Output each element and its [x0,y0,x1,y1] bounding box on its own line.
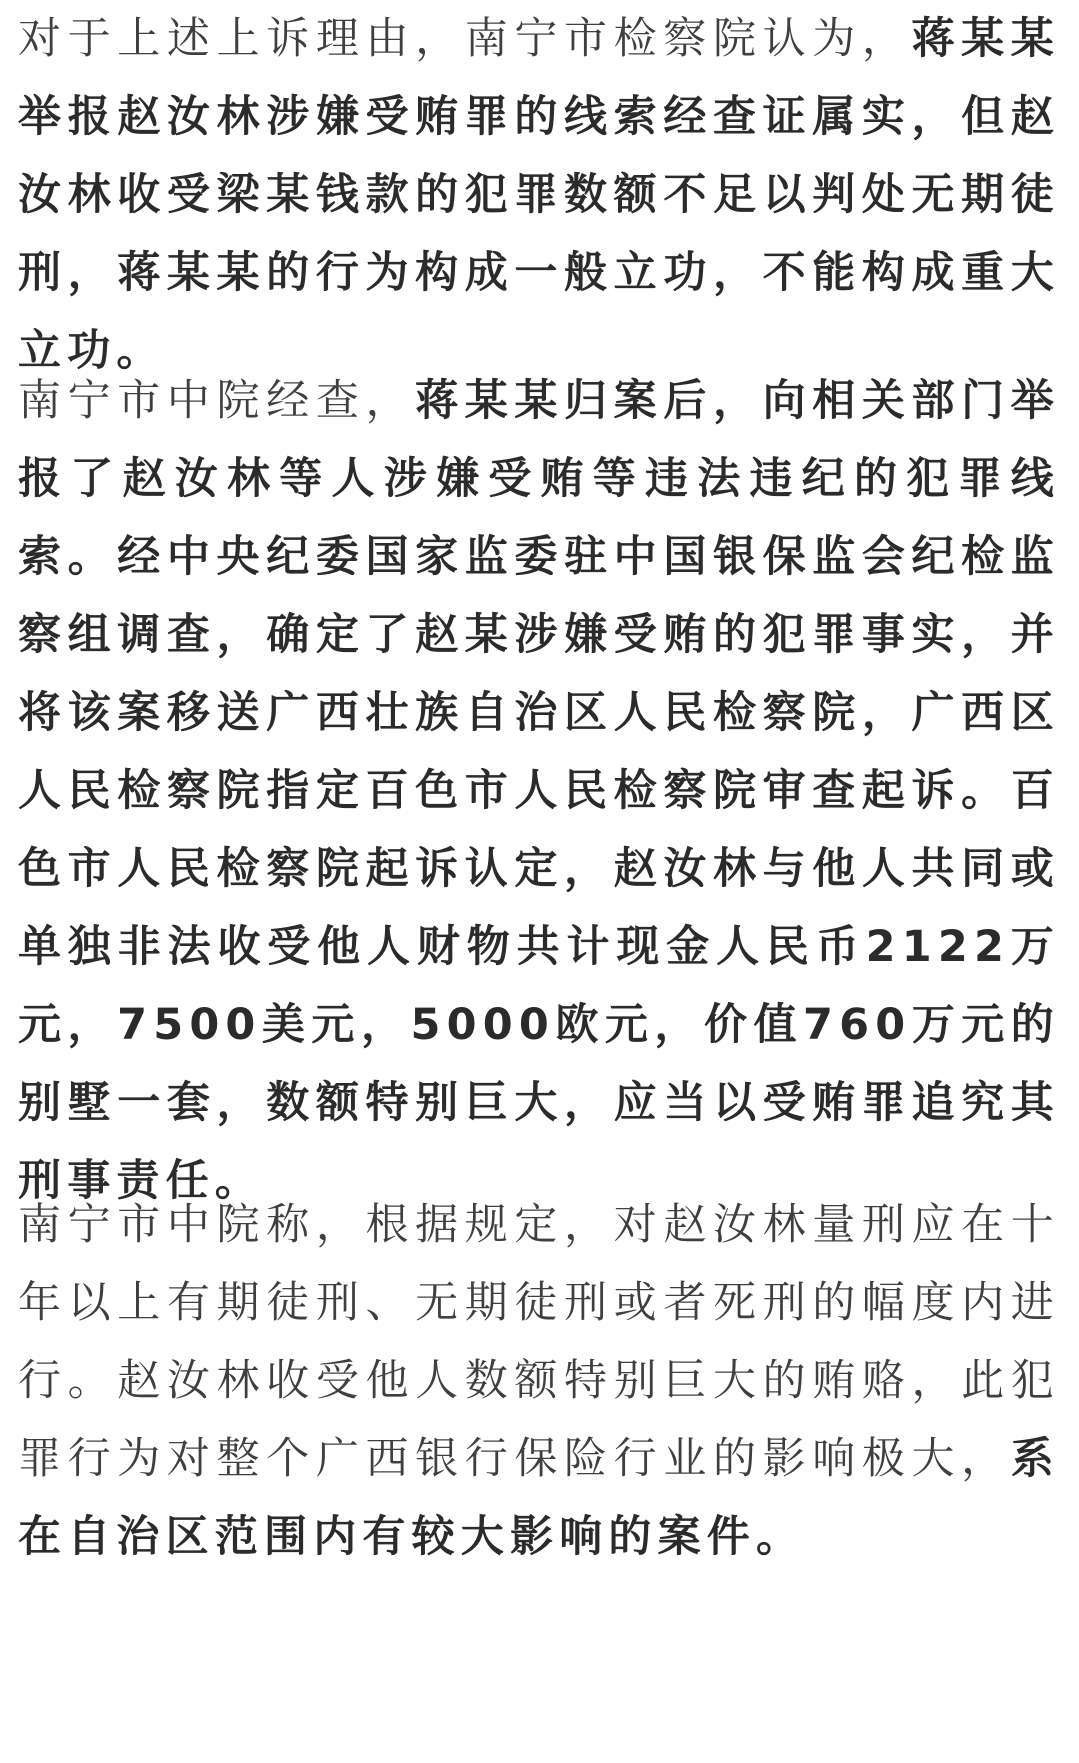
paragraph-text-normal: 南宁市中院经查， [18,376,416,426]
paragraph-text-normal: 南宁市中院称，根据规定，对赵汝林量刑应在十年以上有期徒刑、无期徒刑或者死刑的幅度内进行。赵汝林收受他人数额特别巨大的贿赂，此犯罪行为对整个广西银行保险行业的影响极大， [18,1200,1060,1484]
paragraph-text-normal: 对于上述上诉理由，南宁市检察院认为， [18,14,912,64]
paragraph-court-findings [18,362,1060,1220]
paragraph-text-bold: 系在自治区范围内有较大影响的案件。 [18,1434,1060,1562]
paragraph-text-bold: 蒋某某归案后，向相关部门举报了赵汝林等人涉嫌受贿等违法违纪的犯罪线索。经中央纪委国家监委驻中国银保监会纪检监察组调查，确定了赵某涉嫌受贿的犯罪事实，并将该案移送广西壮族自治区人民检察院，广西区人民检察院指定百色市人民检察院审查起诉。百色市人民检察院起诉认定，赵汝林与他人共同或单独非法收受他人财物共计现金人民币2122万元，7500美元，5000欧元，价值760万元的别墅一套，数额特别巨大，应当以受贿罪追究其刑事责任。 [18,376,1060,1206]
paragraph-prosecutor-opinion [18,0,1060,390]
paragraph-court-sentencing [18,1186,1060,1576]
paragraph-text-bold: 蒋某某举报赵汝林涉嫌受贿罪的线索经查证属实，但赵汝林收受梁某钱款的犯罪数额不足以判处无期徒刑，蒋某某的行为构成一般立功，不能构成重大立功。 [18,14,1060,376]
